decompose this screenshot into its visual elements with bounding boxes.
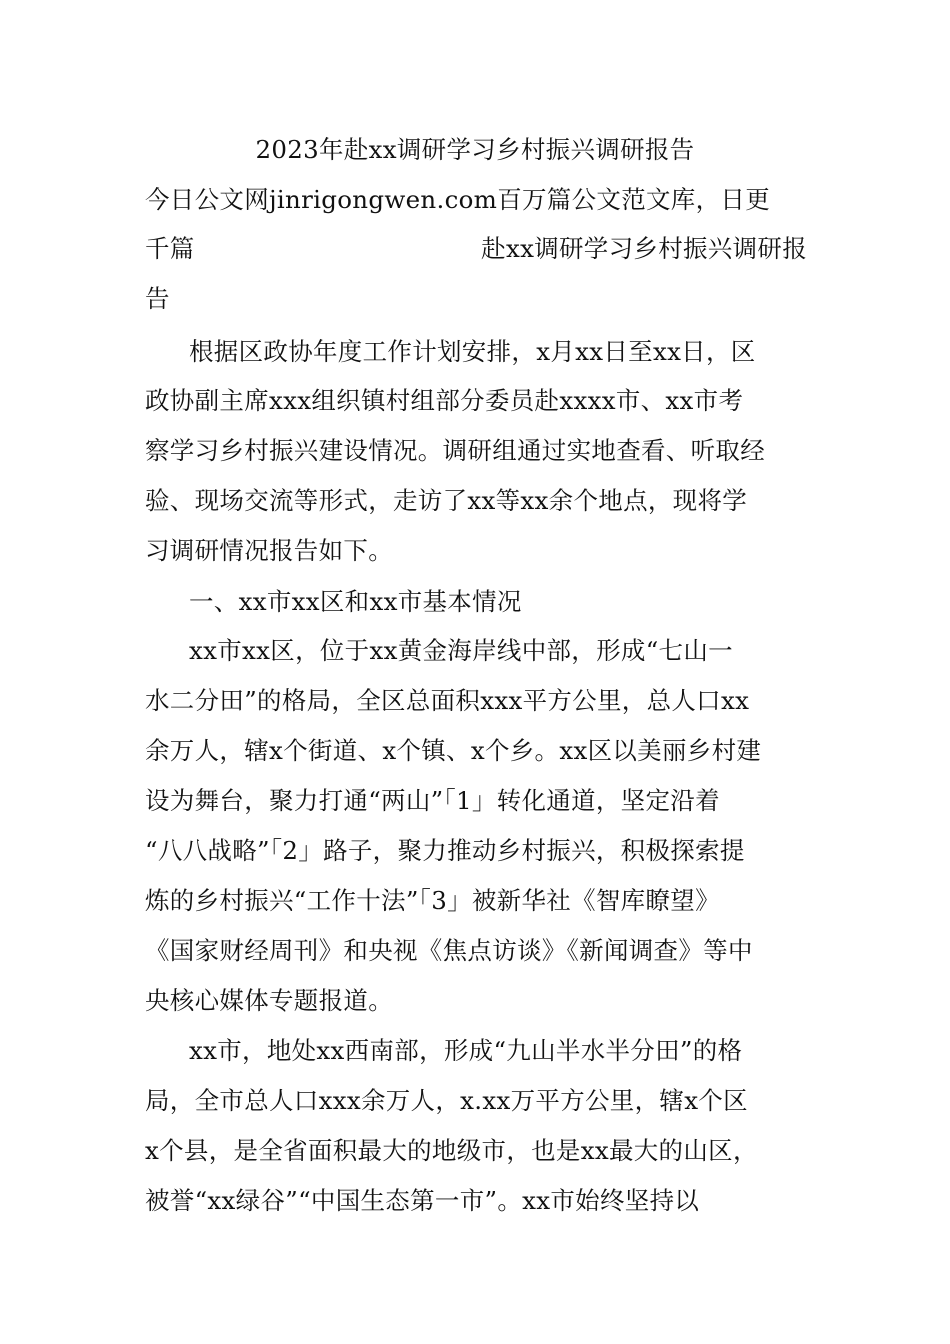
body-line: 余万人，辖x个街道、x个镇、x个乡。xx区以美丽乡村建 — [145, 736, 762, 765]
document-title: 2023年赴xx调研学习乡村振兴调研报告 — [255, 135, 695, 164]
body-line: xx市，地处xx西南部，形成“九山半水半分田”的格 — [189, 1036, 743, 1065]
body-line: 局，全市总人口xxx余万人，x.xx万平方公里，辖x个区 — [145, 1086, 748, 1115]
body-line: 察学习乡村振兴建设情况。调研组通过实地查看、听取经 — [145, 436, 765, 465]
body-line: 设为舞台，聚力打通“两山”「1」转化通道，坚定沿着 — [145, 786, 720, 815]
section-heading: 一、xx市xx区和xx市基本情况 — [189, 587, 522, 616]
body-line: 央核心媒体专题报道。 — [145, 986, 393, 1015]
header-line-3: 告 — [145, 284, 170, 313]
header-line-2-right: 赴xx调研学习乡村振兴调研报 — [481, 234, 807, 263]
body-line: 政协副主席xxx组织镇村组部分委员赴xxxx市、xx市考 — [145, 386, 744, 415]
header-line-2-left: 千篇 — [145, 234, 195, 263]
body-line: 验、现场交流等形式，走访了xx等xx余个地点，现将学 — [145, 486, 748, 515]
body-line: 炼的乡村振兴“工作十法”「3」被新华社《智库瞭望》 — [145, 886, 720, 915]
body-line: 水二分田”的格局，全区总面积xxx平方公里，总人口xx — [145, 686, 750, 715]
body-line: 根据区政协年度工作计划安排，x月xx日至xx日，区 — [189, 337, 756, 366]
header-line-2 — [145, 232, 807, 266]
header-line-1: 今日公文网jinrigongwen.com百万篇公文范文库，日更 — [145, 185, 770, 214]
body-line: 习调研情况报告如下。 — [145, 536, 393, 565]
body-line: x个县，是全省面积最大的地级市，也是xx最大的山区， — [145, 1136, 758, 1165]
body-line: xx市xx区，位于xx黄金海岸线中部，形成“七山一 — [189, 636, 733, 665]
body-line: 被誉“xx绿谷”“中国生态第一市”。xx市始终坚持以 — [145, 1186, 700, 1215]
body-line: “八八战略”「2」路子，聚力推动乡村振兴，积极探索提 — [145, 836, 745, 865]
body-line: 《国家财经周刊》和央视《焦点访谈》《新闻调查》等中 — [145, 936, 753, 965]
